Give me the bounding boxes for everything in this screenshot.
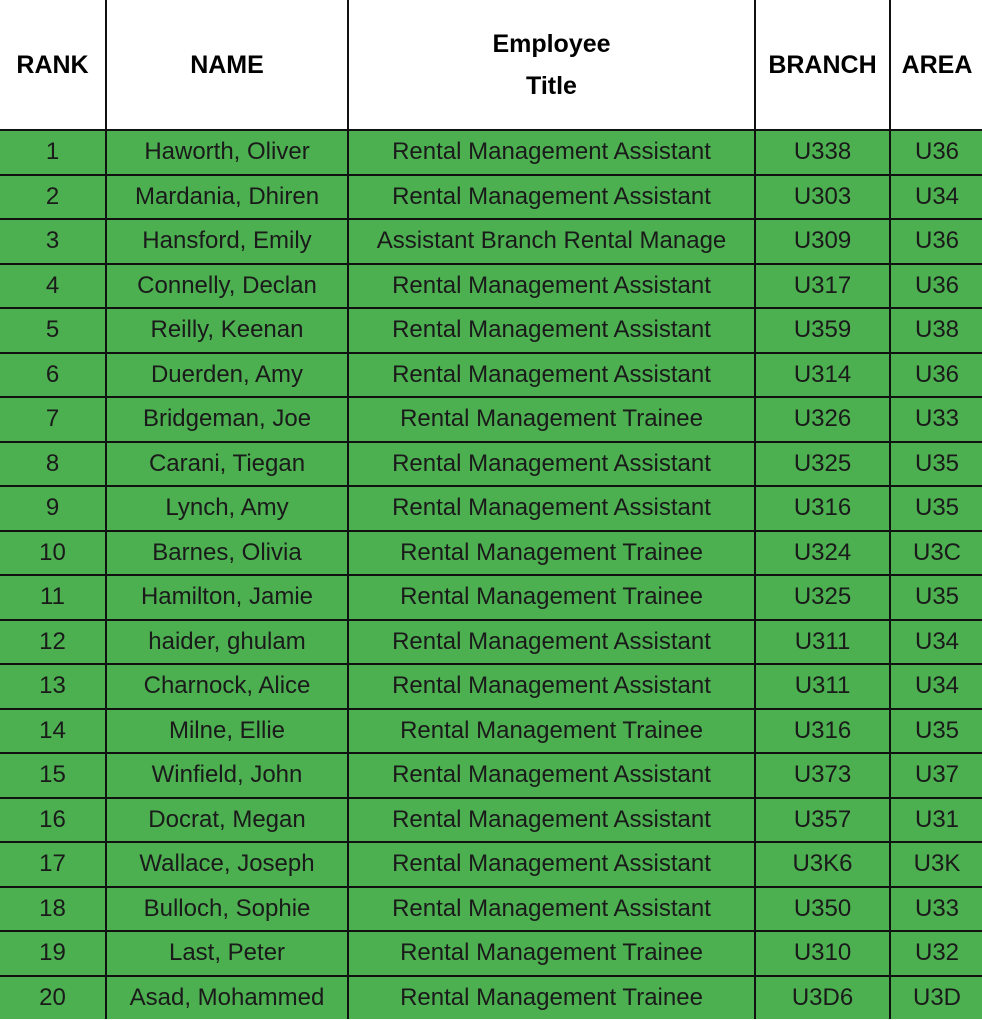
cell-area: U35: [890, 575, 982, 620]
cell-employee-title: Rental Management Assistant: [348, 664, 755, 709]
cell-branch: U309: [755, 219, 890, 264]
cell-name: Reilly, Keenan: [106, 308, 348, 353]
cell-area: U34: [890, 664, 982, 709]
table-row: [0, 308, 982, 353]
cell-rank: 3: [0, 219, 106, 264]
table-body: [0, 130, 982, 1019]
cell-branch: U324: [755, 531, 890, 576]
cell-name: Hansford, Emily: [106, 219, 348, 264]
cell-employee-title: Rental Management Assistant: [348, 486, 755, 531]
cell-rank: 1: [0, 130, 106, 175]
table-row: [0, 753, 982, 798]
header-area: AREA: [890, 0, 982, 130]
cell-employee-title: Assistant Branch Rental Manage: [348, 219, 755, 264]
cell-rank: 14: [0, 709, 106, 754]
cell-branch: U326: [755, 397, 890, 442]
cell-name: Bulloch, Sophie: [106, 887, 348, 932]
cell-rank: 11: [0, 575, 106, 620]
header-branch: BRANCH: [755, 0, 890, 130]
cell-employee-title: Rental Management Trainee: [348, 709, 755, 754]
cell-name: Bridgeman, Joe: [106, 397, 348, 442]
cell-name: Carani, Tiegan: [106, 442, 348, 487]
table-row: [0, 709, 982, 754]
cell-area: U36: [890, 264, 982, 309]
cell-branch: U311: [755, 620, 890, 665]
table-row: [0, 575, 982, 620]
cell-employee-title: Rental Management Trainee: [348, 531, 755, 576]
table-row: [0, 931, 982, 976]
header-rank: RANK: [0, 0, 106, 130]
cell-rank: 2: [0, 175, 106, 220]
cell-branch: U338: [755, 130, 890, 175]
cell-employee-title: Rental Management Trainee: [348, 931, 755, 976]
cell-employee-title: Rental Management Trainee: [348, 976, 755, 1020]
cell-branch: U3D6: [755, 976, 890, 1020]
cell-employee-title: Rental Management Trainee: [348, 397, 755, 442]
cell-rank: 17: [0, 842, 106, 887]
cell-rank: 18: [0, 887, 106, 932]
cell-rank: 12: [0, 620, 106, 665]
cell-name: Winfield, John: [106, 753, 348, 798]
cell-area: U35: [890, 442, 982, 487]
table-row: [0, 531, 982, 576]
cell-area: U3C: [890, 531, 982, 576]
table-row: [0, 397, 982, 442]
cell-employee-title: Rental Management Assistant: [348, 308, 755, 353]
cell-branch: U316: [755, 486, 890, 531]
table-row: [0, 219, 982, 264]
cell-name: Mardania, Dhiren: [106, 175, 348, 220]
table-row: [0, 130, 982, 175]
cell-name: Last, Peter: [106, 931, 348, 976]
cell-branch: U357: [755, 798, 890, 843]
cell-name: Wallace, Joseph: [106, 842, 348, 887]
cell-branch: U325: [755, 575, 890, 620]
cell-name: Milne, Ellie: [106, 709, 348, 754]
cell-name: Asad, Mohammed: [106, 976, 348, 1020]
cell-branch: U314: [755, 353, 890, 398]
cell-name: haider, ghulam: [106, 620, 348, 665]
cell-branch: U303: [755, 175, 890, 220]
cell-area: U3D: [890, 976, 982, 1020]
cell-area: U35: [890, 709, 982, 754]
cell-branch: U310: [755, 931, 890, 976]
cell-employee-title: Rental Management Assistant: [348, 798, 755, 843]
cell-employee-title: Rental Management Trainee: [348, 575, 755, 620]
cell-area: U33: [890, 397, 982, 442]
cell-area: U36: [890, 219, 982, 264]
cell-rank: 15: [0, 753, 106, 798]
cell-employee-title: Rental Management Assistant: [348, 130, 755, 175]
cell-area: U33: [890, 887, 982, 932]
header-employee-title: [348, 0, 755, 130]
cell-rank: 6: [0, 353, 106, 398]
cell-rank: 9: [0, 486, 106, 531]
cell-rank: 13: [0, 664, 106, 709]
table-row: [0, 842, 982, 887]
cell-name: Connelly, Declan: [106, 264, 348, 309]
cell-area: U36: [890, 130, 982, 175]
cell-rank: 8: [0, 442, 106, 487]
cell-employee-title: Rental Management Assistant: [348, 353, 755, 398]
cell-area: U36: [890, 353, 982, 398]
cell-area: U35: [890, 486, 982, 531]
cell-employee-title: Rental Management Assistant: [348, 175, 755, 220]
cell-rank: 5: [0, 308, 106, 353]
cell-name: Lynch, Amy: [106, 486, 348, 531]
table-row: [0, 175, 982, 220]
cell-name: Duerden, Amy: [106, 353, 348, 398]
table-header: [0, 0, 982, 130]
cell-name: Hamilton, Jamie: [106, 575, 348, 620]
cell-name: Barnes, Olivia: [106, 531, 348, 576]
cell-employee-title: Rental Management Assistant: [348, 887, 755, 932]
cell-area: U32: [890, 931, 982, 976]
cell-employee-title: Rental Management Assistant: [348, 842, 755, 887]
header-title-line2: Title: [526, 71, 577, 100]
cell-name: Charnock, Alice: [106, 664, 348, 709]
header-row: [0, 0, 982, 130]
cell-area: U31: [890, 798, 982, 843]
cell-branch: U316: [755, 709, 890, 754]
cell-branch: U359: [755, 308, 890, 353]
cell-area: U37: [890, 753, 982, 798]
cell-area: U38: [890, 308, 982, 353]
cell-branch: U311: [755, 664, 890, 709]
cell-employee-title: Rental Management Assistant: [348, 264, 755, 309]
header-title-line1: Employee: [492, 29, 611, 58]
table-row: [0, 887, 982, 932]
cell-branch: U350: [755, 887, 890, 932]
cell-rank: 10: [0, 531, 106, 576]
cell-rank: 16: [0, 798, 106, 843]
table-row: [0, 976, 982, 1020]
cell-employee-title: Rental Management Assistant: [348, 442, 755, 487]
table-row: [0, 620, 982, 665]
cell-employee-title: Rental Management Assistant: [348, 620, 755, 665]
cell-area: U34: [890, 175, 982, 220]
cell-employee-title: Rental Management Assistant: [348, 753, 755, 798]
cell-branch: U325: [755, 442, 890, 487]
table-row: [0, 264, 982, 309]
table-row: [0, 442, 982, 487]
cell-area: U34: [890, 620, 982, 665]
cell-rank: 20: [0, 976, 106, 1020]
cell-rank: 19: [0, 931, 106, 976]
cell-branch: U3K6: [755, 842, 890, 887]
cell-area: U3K: [890, 842, 982, 887]
table-row: [0, 486, 982, 531]
cell-name: Docrat, Megan: [106, 798, 348, 843]
cell-branch: U317: [755, 264, 890, 309]
table-row: [0, 798, 982, 843]
cell-name: Haworth, Oliver: [106, 130, 348, 175]
table-row: [0, 664, 982, 709]
header-name: NAME: [106, 0, 348, 130]
cell-rank: 7: [0, 397, 106, 442]
cell-rank: 4: [0, 264, 106, 309]
table-row: [0, 353, 982, 398]
cell-branch: U373: [755, 753, 890, 798]
